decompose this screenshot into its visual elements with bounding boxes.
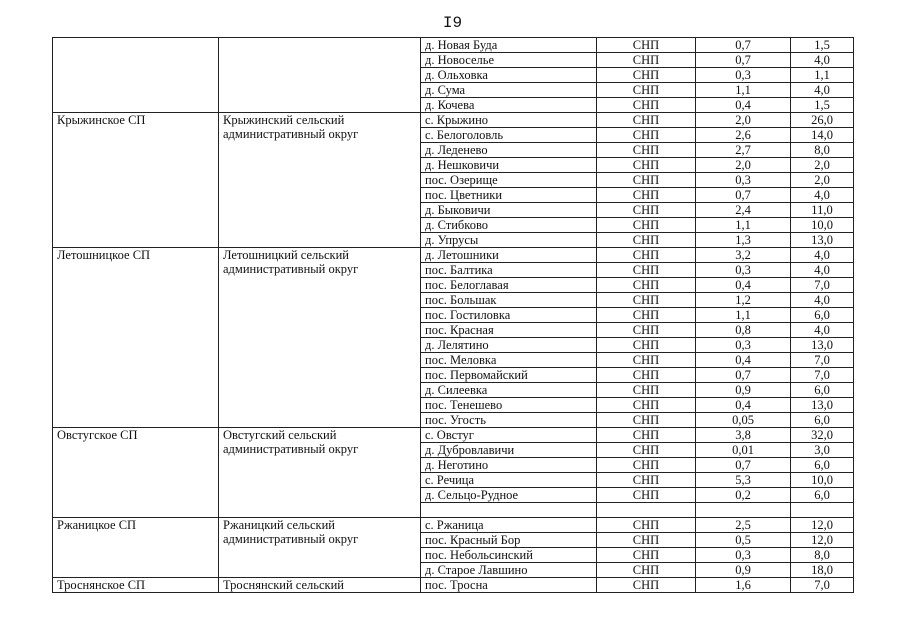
value-b-cell: 7,0 <box>791 353 854 368</box>
value-a-cell: 0,9 <box>696 383 791 398</box>
value-b-cell: 7,0 <box>791 368 854 383</box>
value-b-cell: 6,0 <box>791 458 854 473</box>
value-b-cell: 13,0 <box>791 398 854 413</box>
settlement-name-cell: пос. Цветники <box>421 188 597 203</box>
value-b-cell: 11,0 <box>791 203 854 218</box>
settlement-name-cell: пос. Угость <box>421 413 597 428</box>
value-a-cell: 0,7 <box>696 458 791 473</box>
settlement-name-cell: д. Сума <box>421 83 597 98</box>
settlement-type-cell: СНП <box>597 578 696 593</box>
value-a-cell: 0,4 <box>696 278 791 293</box>
value-a-cell: 0,3 <box>696 548 791 563</box>
value-b-cell <box>791 503 854 518</box>
value-a-cell: 0,3 <box>696 338 791 353</box>
settlement-type-cell: СНП <box>597 128 696 143</box>
value-a-cell: 0,8 <box>696 323 791 338</box>
value-b-cell: 13,0 <box>791 338 854 353</box>
settlement-name-cell: пос. Большак <box>421 293 597 308</box>
admin-district-cell <box>219 248 421 428</box>
value-a-cell: 0,05 <box>696 413 791 428</box>
settlement-council-cell: Троснянское СП <box>53 578 219 593</box>
settlement-name-cell: д. Новая Буда <box>421 38 597 53</box>
value-a-cell: 0,2 <box>696 488 791 503</box>
value-b-cell: 8,0 <box>791 143 854 158</box>
value-a-cell <box>696 503 791 518</box>
settlement-name-cell: пос. Меловка <box>421 353 597 368</box>
settlement-type-cell: СНП <box>597 203 696 218</box>
settlement-type-cell: СНП <box>597 308 696 323</box>
value-b-cell: 4,0 <box>791 53 854 68</box>
settlement-name-cell: пос. Балтика <box>421 263 597 278</box>
value-a-cell: 0,4 <box>696 398 791 413</box>
value-b-cell: 26,0 <box>791 113 854 128</box>
value-a-cell: 0,7 <box>696 188 791 203</box>
settlement-name-cell: д. Кочева <box>421 98 597 113</box>
settlement-type-cell <box>597 503 696 518</box>
value-b-cell: 3,0 <box>791 443 854 458</box>
value-b-cell: 4,0 <box>791 293 854 308</box>
settlement-name-cell: с. Ржаница <box>421 518 597 533</box>
settlement-name-cell: д. Леденево <box>421 143 597 158</box>
settlement-council-cell <box>53 38 219 113</box>
value-b-cell: 14,0 <box>791 128 854 143</box>
settlement-type-cell: СНП <box>597 158 696 173</box>
settlement-type-cell: СНП <box>597 83 696 98</box>
value-a-cell: 1,1 <box>696 218 791 233</box>
table-row <box>53 428 854 443</box>
value-b-cell: 12,0 <box>791 518 854 533</box>
settlement-type-cell: СНП <box>597 293 696 308</box>
settlement-name-cell: д. Сельцо-Рудное <box>421 488 597 503</box>
value-b-cell: 12,0 <box>791 533 854 548</box>
table-row <box>53 518 854 533</box>
settlement-type-cell: СНП <box>597 98 696 113</box>
settlement-name-cell: с. Овстуг <box>421 428 597 443</box>
value-a-cell: 0,4 <box>696 353 791 368</box>
settlement-name-cell: д. Быковичи <box>421 203 597 218</box>
settlement-name-cell: с. Речица <box>421 473 597 488</box>
settlement-type-cell: СНП <box>597 368 696 383</box>
settlement-name-cell: д. Упрусы <box>421 233 597 248</box>
settlement-type-cell: СНП <box>597 338 696 353</box>
value-a-cell: 1,2 <box>696 293 791 308</box>
settlement-type-cell: СНП <box>597 533 696 548</box>
settlement-type-cell: СНП <box>597 563 696 578</box>
value-a-cell: 2,0 <box>696 113 791 128</box>
settlement-name-cell: д. Ольховка <box>421 68 597 83</box>
settlement-name-cell: пос. Озерище <box>421 173 597 188</box>
value-b-cell: 6,0 <box>791 383 854 398</box>
settlement-type-cell: СНП <box>597 278 696 293</box>
value-b-cell: 8,0 <box>791 548 854 563</box>
settlement-type-cell: СНП <box>597 443 696 458</box>
settlement-name-cell <box>421 503 597 518</box>
page-number: I9 <box>442 14 463 32</box>
value-b-cell: 6,0 <box>791 488 854 503</box>
value-b-cell: 18,0 <box>791 563 854 578</box>
settlement-type-cell: СНП <box>597 233 696 248</box>
value-a-cell: 1,1 <box>696 308 791 323</box>
settlement-name-cell: пос. Красная <box>421 323 597 338</box>
admin-district-text: Троснянский сельский <box>223 578 344 592</box>
settlement-council-cell: Летошницкое СП <box>53 248 219 428</box>
value-a-cell: 0,7 <box>696 53 791 68</box>
value-a-cell: 0,3 <box>696 173 791 188</box>
value-a-cell: 0,4 <box>696 98 791 113</box>
table-row <box>53 248 854 263</box>
settlement-type-cell: СНП <box>597 488 696 503</box>
settlement-name-cell: д. Летошники <box>421 248 597 263</box>
value-b-cell: 7,0 <box>791 578 854 593</box>
value-a-cell: 5,3 <box>696 473 791 488</box>
settlement-name-cell: пос. Небольсинский <box>421 548 597 563</box>
value-a-cell: 0,7 <box>696 368 791 383</box>
settlement-name-cell: пос. Первомайский <box>421 368 597 383</box>
settlement-type-cell: СНП <box>597 428 696 443</box>
settlement-council-cell: Крыжинское СП <box>53 113 219 248</box>
settlement-name-cell: д. Силеевка <box>421 383 597 398</box>
settlement-name-cell: пос. Красный Бор <box>421 533 597 548</box>
value-a-cell: 0,3 <box>696 263 791 278</box>
value-b-cell: 4,0 <box>791 83 854 98</box>
value-b-cell: 13,0 <box>791 233 854 248</box>
settlement-name-cell: с. Крыжино <box>421 113 597 128</box>
value-a-cell: 0,5 <box>696 533 791 548</box>
value-b-cell: 4,0 <box>791 323 854 338</box>
value-b-cell: 1,5 <box>791 98 854 113</box>
settlement-type-cell: СНП <box>597 143 696 158</box>
value-a-cell: 3,8 <box>696 428 791 443</box>
value-b-cell: 1,5 <box>791 38 854 53</box>
admin-district-cell <box>219 113 421 248</box>
settlement-type-cell: СНП <box>597 353 696 368</box>
settlement-type-cell: СНП <box>597 53 696 68</box>
value-b-cell: 7,0 <box>791 278 854 293</box>
settlement-name-cell: д. Неготино <box>421 458 597 473</box>
admin-district-cell <box>219 518 421 578</box>
settlement-council-cell: Овстугское СП <box>53 428 219 518</box>
settlement-type-cell: СНП <box>597 113 696 128</box>
value-a-cell: 2,5 <box>696 518 791 533</box>
settlement-name-cell: д. Новоселье <box>421 53 597 68</box>
settlement-type-cell: СНП <box>597 548 696 563</box>
settlement-name-cell: пос. Тенешево <box>421 398 597 413</box>
settlement-type-cell: СНП <box>597 323 696 338</box>
value-a-cell: 0,3 <box>696 68 791 83</box>
value-a-cell: 0,7 <box>696 38 791 53</box>
settlement-name-cell: д. Старое Лавшино <box>421 563 597 578</box>
admin-district-cell <box>219 428 421 518</box>
settlement-council-cell: Ржаницкое СП <box>53 518 219 578</box>
table-row <box>53 38 854 53</box>
settlement-type-cell: СНП <box>597 188 696 203</box>
value-b-cell: 10,0 <box>791 218 854 233</box>
value-b-cell: 4,0 <box>791 263 854 278</box>
settlement-type-cell: СНП <box>597 473 696 488</box>
value-b-cell: 4,0 <box>791 248 854 263</box>
value-b-cell: 6,0 <box>791 413 854 428</box>
settlement-name-cell: д. Лелятино <box>421 338 597 353</box>
settlement-name-cell: пос. Белоглавая <box>421 278 597 293</box>
settlement-type-cell: СНП <box>597 398 696 413</box>
settlement-name-cell: д. Дубровлавичи <box>421 443 597 458</box>
value-b-cell: 32,0 <box>791 428 854 443</box>
admin-district-cell <box>219 38 421 113</box>
settlement-type-cell: СНП <box>597 218 696 233</box>
value-a-cell: 2,7 <box>696 143 791 158</box>
value-a-cell: 2,4 <box>696 203 791 218</box>
value-a-cell: 2,0 <box>696 158 791 173</box>
value-a-cell: 0,9 <box>696 563 791 578</box>
admin-district-text: Летошницкий сельский административный округ <box>223 248 359 276</box>
value-b-cell: 4,0 <box>791 188 854 203</box>
settlements-table <box>52 37 854 593</box>
value-a-cell: 1,3 <box>696 233 791 248</box>
admin-district-cell <box>219 578 421 593</box>
settlement-type-cell: СНП <box>597 173 696 188</box>
table-row <box>53 578 854 593</box>
settlement-type-cell: СНП <box>597 68 696 83</box>
settlement-type-cell: СНП <box>597 248 696 263</box>
settlement-type-cell: СНП <box>597 413 696 428</box>
settlement-name-cell: д. Нешковичи <box>421 158 597 173</box>
settlement-type-cell: СНП <box>597 458 696 473</box>
settlement-type-cell: СНП <box>597 38 696 53</box>
admin-district-text: Овстугский сельский административный округ <box>223 428 359 456</box>
settlement-type-cell: СНП <box>597 263 696 278</box>
value-a-cell: 1,6 <box>696 578 791 593</box>
settlement-name-cell: с. Белоголовль <box>421 128 597 143</box>
value-a-cell: 1,1 <box>696 83 791 98</box>
value-a-cell: 0,01 <box>696 443 791 458</box>
value-b-cell: 2,0 <box>791 173 854 188</box>
value-b-cell: 6,0 <box>791 308 854 323</box>
settlement-type-cell: СНП <box>597 518 696 533</box>
value-a-cell: 2,6 <box>696 128 791 143</box>
settlement-name-cell: д. Стибково <box>421 218 597 233</box>
value-b-cell: 10,0 <box>791 473 854 488</box>
table-row <box>53 113 854 128</box>
value-b-cell: 2,0 <box>791 158 854 173</box>
settlement-name-cell: пос. Гостиловка <box>421 308 597 323</box>
admin-district-text: Ржаницкий сельский административный округ <box>223 518 359 546</box>
value-a-cell: 3,2 <box>696 248 791 263</box>
value-b-cell: 1,1 <box>791 68 854 83</box>
settlement-name-cell: пос. Тросна <box>421 578 597 593</box>
admin-district-text: Крыжинский сельский административный округ <box>223 113 359 141</box>
settlement-type-cell: СНП <box>597 383 696 398</box>
